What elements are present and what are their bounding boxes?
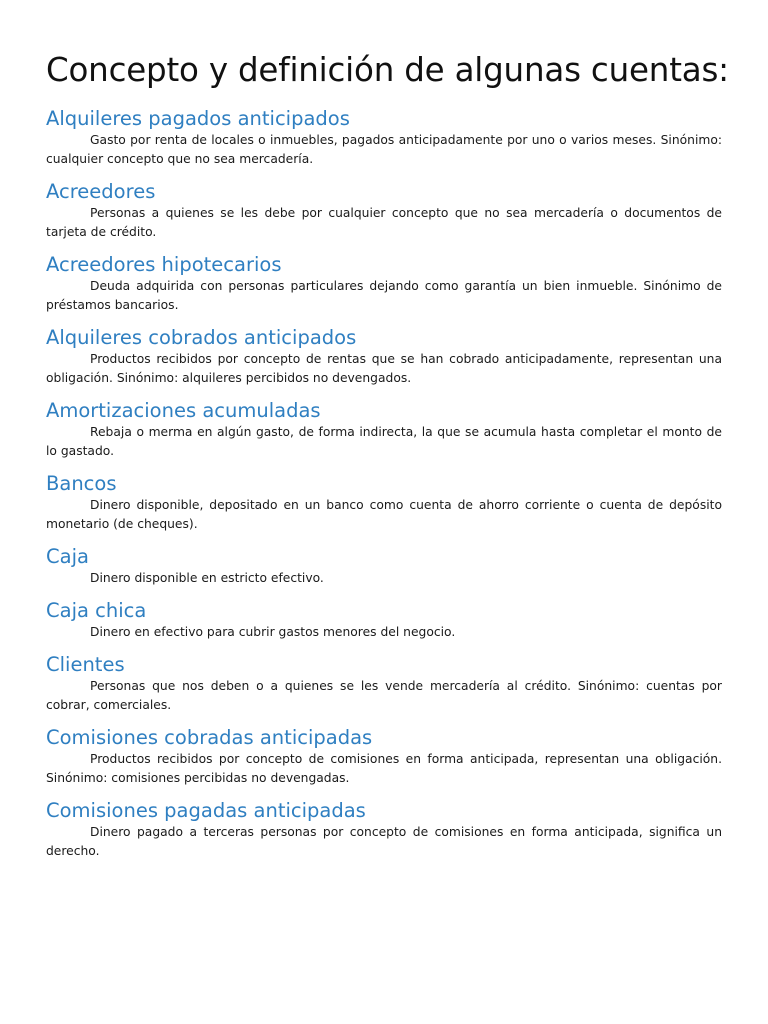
entry-term: Clientes — [46, 653, 125, 676]
entry-definition: Personas a quienes se les debe por cualquier concepto que no sea mercadería o documentos de tarjeta de crédito. — [46, 206, 722, 239]
entry-definition: Rebaja o merma en algún gasto, de forma indirecta, la que se acumula hasta completar el monto de lo gastado. — [46, 425, 722, 458]
account-entry-comisiones-pagadas — [46, 799, 722, 861]
document-page — [46, 48, 729, 872]
entry-term: Comisiones cobradas anticipadas — [46, 726, 373, 749]
entry-term: Caja chica — [46, 599, 147, 622]
entry-definition: Deuda adquirida con personas particulares dejando como garantía un bien inmueble. Sinónimo de préstamos bancarios. — [46, 279, 722, 312]
account-entry-alquileres-cobrados — [46, 326, 722, 388]
account-entry-caja-chica — [46, 599, 722, 642]
entry-definition: Dinero pagado a terceras personas por concepto de comisiones en forma anticipada, significa un derecho. — [46, 825, 722, 858]
account-entry-clientes — [46, 653, 722, 715]
entry-term: Comisiones pagadas anticipadas — [46, 799, 366, 822]
account-entry-amortizaciones — [46, 399, 722, 461]
entry-term: Bancos — [46, 472, 117, 495]
entry-definition: Dinero disponible en estricto efectivo. — [90, 571, 324, 585]
entry-term: Caja — [46, 545, 89, 568]
account-entry-caja — [46, 545, 722, 588]
account-entry-bancos — [46, 472, 722, 534]
entry-definition: Productos recibidos por concepto de rentas que se han cobrado anticipadamente, representan una obligación. Sinónimo: alquileres percibidos no devengados. — [46, 352, 722, 385]
page-title: Concepto y definición de algunas cuentas: — [46, 51, 729, 89]
entry-definition: Gasto por renta de locales o inmuebles, pagados anticipadamente por uno o varios meses. Sinónimo: cualquier concepto que no sea mercadería. — [46, 133, 722, 166]
entry-definition: Productos recibidos por concepto de comisiones en forma anticipada, representan una obligación. Sinónimo: comisiones percibidas no devengadas. — [46, 752, 722, 785]
entry-definition: Personas que nos deben o a quienes se les vende mercadería al crédito. Sinónimo: cuentas por cobrar, comerciales. — [46, 679, 722, 712]
account-entry-comisiones-cobradas — [46, 726, 722, 788]
account-entry-acreedores-hipotecarios — [46, 253, 722, 315]
entry-definition: Dinero disponible, depositado en un banco como cuenta de ahorro corriente o cuenta de depósito monetario (de cheques). — [46, 498, 722, 531]
entry-term: Alquileres pagados anticipados — [46, 107, 350, 130]
entry-term: Acreedores — [46, 180, 156, 203]
entry-term: Acreedores hipotecarios — [46, 253, 282, 276]
entry-definition: Dinero en efectivo para cubrir gastos menores del negocio. — [90, 625, 456, 639]
entry-term: Alquileres cobrados anticipados — [46, 326, 357, 349]
entry-term: Amortizaciones acumuladas — [46, 399, 321, 422]
account-entry-acreedores — [46, 180, 722, 242]
account-entry-alquileres-pagados — [46, 107, 722, 169]
